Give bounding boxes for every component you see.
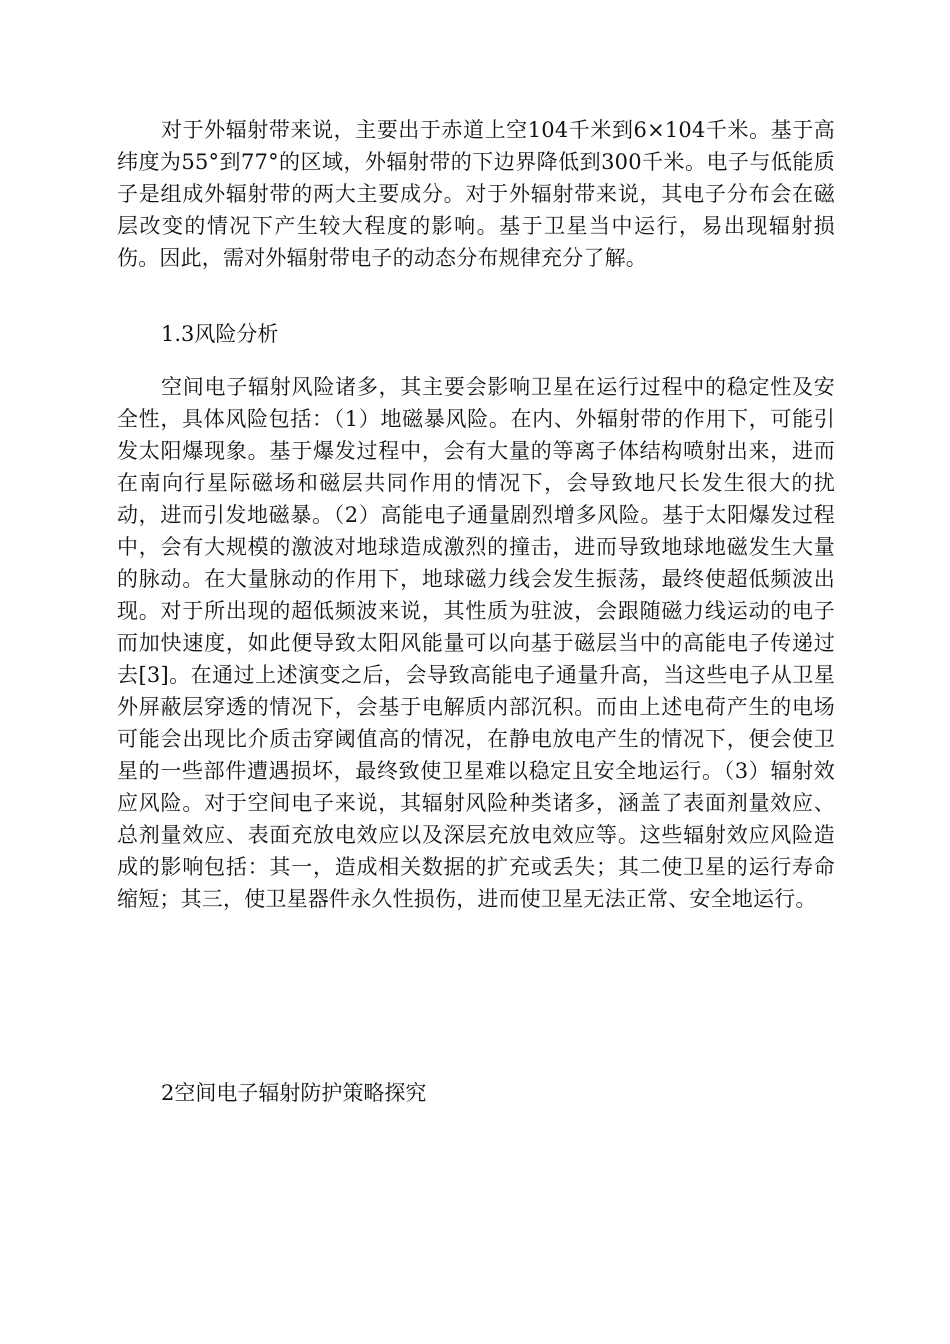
paragraph-outer-radiation-belt: 对于外辐射带来说，主要出于赤道上空104千米到6×104千米。基于高纬度为55°到77°的区域，外辐射带的下边界降低到300千米。电子与低能质子是组成外辐射带的两大主要成分。对于外辐射带来说，其电子分布会在磁层改变的情况下产生较大程度的影响。基于卫星当中运行，易出现辐射损伤。因此，需对外辐射带电子的动态分布规律充分了解。 bbox=[117, 118, 835, 270]
paragraph-risk-details: 空间电子辐射风险诸多，其主要会影响卫星在运行过程中的稳定性及安全性，具体风险包括：（1）地磁暴风险。在内、外辐射带的作用下，可能引发太阳爆现象。基于爆发过程中，会有大量的等离子体结构喷射出来，进而在南向行星际磁场和磁层共同作用的情况下，会导致地尺长发生很大的扰动，进而引发地磁暴。（2）高能电子通量剧烈增多风险。基于太阳爆发过程中，会有大规模的激波对地球造成激烈的撞击，进而导致地球地磁发生大量的脉动。在大量脉动的作用下，地球磁力线会发生振荡，最终使超低频波出现。对于所出现的超低频波来说，其性质为驻波，会跟随磁力线运动的电子而加快速度，如此便导致太阳风能量可以向基于磁层当中的高能电子传递过去[3]。在通过上述演变之后，会导致高能电子通量升高，当这些电子从卫星外屏蔽层穿透的情况下，会基于电解质内部沉积。而由上述电荷产生的电场可能会出现比介质击穿阈值高的情况，在静电放电产生的情况下，便会使卫星的一些部件遭遇损坏，最终致使卫星难以稳定且安全地运行。（3）辐射效应风险。对于空间电子来说，其辐射风险种类诸多，涵盖了表面剂量效应、总剂量效应、表面充放电效应以及深层充放电效应等。这些辐射效应风险造成的影响包括：其一，造成相关数据的扩充或丢失；其二使卫星的运行寿命缩短；其三，使卫星器件永久性损伤，进而使卫星无法正常、安全地运行。 bbox=[117, 375, 835, 911]
section-heading-risk-analysis: 1.3风险分析 bbox=[161, 322, 279, 346]
section-heading-protection-strategy: 2空间电子辐射防护策略探究 bbox=[161, 1081, 427, 1105]
